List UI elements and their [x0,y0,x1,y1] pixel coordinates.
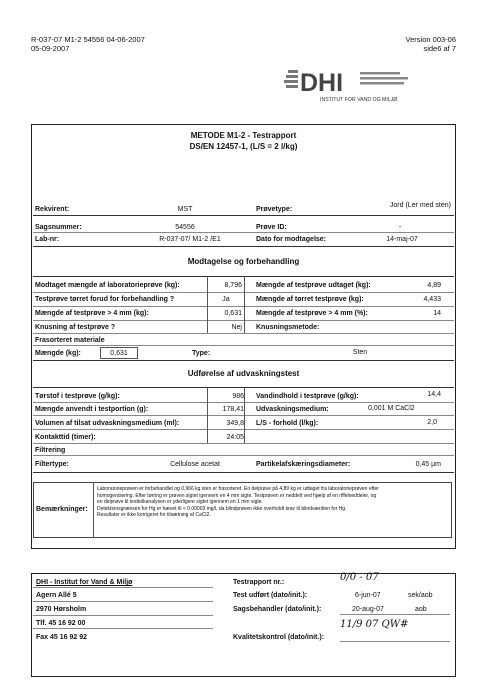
doc-version: Version 003-06 [405,35,456,44]
maengde-kg-label: Mængde (kg): [35,350,81,357]
dhi-logo-graphic [284,64,434,104]
proeve-id-value: - [398,224,402,231]
sagsbehandler-label: Sagsbehandler (dato/init.): [233,606,322,613]
kvalitet-signature: 11/9 07 QW# [340,619,409,630]
logo-text: DHI [300,69,344,97]
doc-page: side6 af 7 [423,44,456,53]
test-udfort-date: 6-jun-07 [355,592,381,599]
volumen-value: 349,8 [226,420,244,427]
toerret-value: Ja [222,296,230,303]
dhi-logo [284,64,434,104]
lab-nr-label: Lab-nr: [35,236,60,243]
maengde-4mm-pct-label: Mængde af testprøve > 4 mm (%): [256,310,368,317]
logo-institute: INSTITUT FOR VAND OG MILJØ [320,97,398,103]
rekvirent-label: Rekvirent: [35,206,70,213]
kvalitet-label: Kvalitetskontrol (dato/init.): [233,634,324,641]
doc-ref-line1: R-037-07 M1-2 54556 04-06-2007 [31,35,145,44]
remark-line: Detektionsgrænsen for Hg er hævet til < 0.00003 mg/l, da blindprøven ikke overholdt krav til blindværdien for Hg. [97,505,347,512]
partikel-value: 0,45 µm [415,461,441,468]
type-value: Sten [352,349,368,356]
modtaget-maengde-value: 8,796 [224,282,242,289]
toerstof-value: 986 [232,393,244,400]
lab-nr-value: R-037-07/ M1-2 /E1 [159,236,221,243]
knusningsmetode-label: Knusningsmetode: [256,324,320,331]
toerret-maengde-label: Mængde af tørret testprøve (kg): [256,296,364,303]
section-udvaskning-title: Udførelse af udvaskningstest [187,369,300,378]
footer-addr1: Agern Allé 5 [36,592,77,599]
test-udfort-init: sek/aob [408,592,433,599]
testproeve-udtaget-value: 4,89 [427,282,441,289]
udvaskningsmedium-value: 0,001 M CaCl2 [368,405,415,412]
kontakttid-label: Kontakttid (timer): [35,434,96,441]
footer-org: DHI - Institut for Vand & Miljø [36,579,133,586]
maengde-4mm-kg-label: Mængde af testprøve > 4 mm (kg): [35,310,149,317]
testproeve-udtaget-label: Mængde af testprøve udtaget (kg): [256,282,371,289]
test-udfort-label: Test udført (dato/init.): [233,592,308,599]
footer-tlf: Tlf. 45 16 92 00 [36,620,86,627]
maengde-4mm-kg-value: 0,631 [224,310,242,317]
toerret-maengde-value: 4,433 [423,296,441,303]
ls-forhold-label: L/S - forhold (l/kg): [256,420,319,427]
filtertype-label: Filtertype: [35,461,69,468]
maengde-kg-value: 0,631 [110,350,128,357]
type-label: Type: [192,350,211,357]
vandindhold-label: Vandindhold i testprøve (g/kg): [256,393,359,400]
sagsnummer-label: Sagsnummer: [35,224,82,231]
maengde-testportion-label: Mængde anvendt i testportion (g): [35,406,149,413]
dato-label: Dato for modtagelse: [256,236,327,243]
dato-value: 14-maj-07 [386,236,418,243]
filtertype-value: Cellulose acetat [170,461,220,468]
proevetype-label: Prøvetype: [256,206,293,213]
remark-line: Laboratorieprøven er forbehandlet og 0,966 kg sten er frasorteret. En delprøve på 4,89 kg er udtaget fra laboratorieprøven efter [97,486,379,492]
ls-forhold-value: 2,0 [427,419,437,426]
proeve-id-label: Prøve ID: [256,224,287,231]
volumen-label: Volumen af tilsat udvaskningsmedium (ml): [35,420,180,427]
section-modtagelse-title: Modtagelse og forbehandling [187,257,300,266]
remarks-text [97,486,449,519]
report-title: METODE M1-2 - Testrapport [190,131,297,140]
maengde-testportion-value: 178,41 [222,406,244,413]
knusning-label: Knusning af testprøve ? [35,324,116,331]
frasorteret-label: Frasorteret materiale [35,337,105,344]
remarks-label: Bemærkninger: [36,506,88,513]
knusning-value: Nej [231,324,242,331]
remark-line: Resultater er ikke korrigeret for tilsætning af CaCl2. [97,512,211,519]
maengde-4mm-pct-value: 14 [433,310,441,317]
sagsbehandler-init: aob [415,606,427,613]
toerstof-label: Tørstof i testprøve (g/kg): [35,393,120,400]
testrapport-value: 0/0 - 07 [340,572,379,583]
kontakttid-value: 24:05 [226,434,244,441]
vandindhold-value: 14,4 [427,391,441,398]
rekvirent-value: MST [177,206,193,213]
partikel-label: Partikelafskæringsdiameter: [256,461,351,468]
filtrering-label: Filtrering [35,447,66,454]
proevetype-value: Jord (Ler med sten) [389,202,451,209]
sagsbehandler-date: 20-aug-07 [352,606,384,613]
doc-ref-line2: 05-09-2007 [31,44,70,53]
sagsnummer-value: 54556 [175,224,195,231]
testrapport-label: Testrapport nr.: [233,579,285,586]
footer-addr2: 2970 Hørsholm [36,606,87,613]
udvaskningsmedium-label: Udvaskningsmedium: [256,406,329,413]
toerret-label: Testprøve tørret forud for forbehandling ? [35,296,175,303]
footer-fax: Fax 45 16 92 92 [36,634,87,641]
modtaget-maengde-label: Modtaget mængde af laboratorieprøve (kg): [35,282,180,289]
report-subtitle: DS/EN 12457-1, (L/S = 2 l/kg) [189,142,298,151]
remark-line: homogenisering. Efter tørring er prøven sigtet igennem en 4 mm sigte. Testprøven er neddelt ved hjælp af en riffelneddeler, og [97,492,377,499]
remark-line: en delprøve til testtolkanalysen er yderligere sigtet igennem en 1 mm sigte. [97,499,263,506]
